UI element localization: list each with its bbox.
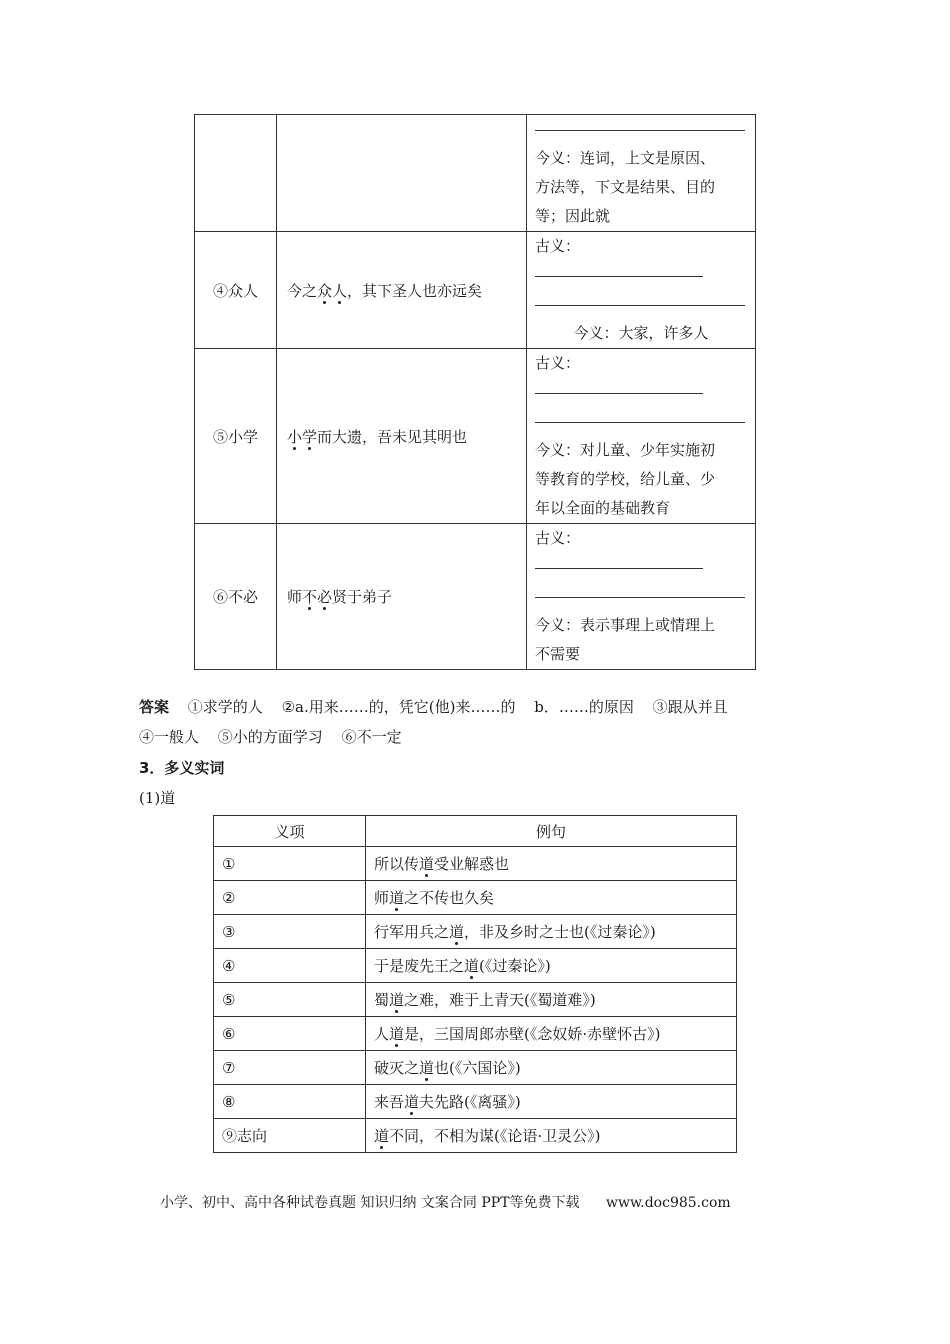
example-sentence-cell <box>366 847 737 881</box>
sentence-text: 今之 <box>287 281 318 300</box>
answer-blank <box>535 115 747 144</box>
answer-item: ②a.用来……的，凭它(他)来……的 <box>281 698 516 716</box>
meaning-text: 等；因此就 <box>535 207 611 225</box>
sentence-cell <box>277 524 527 670</box>
emphasized-char: 众 <box>317 281 333 300</box>
meaning-item-cell: ⑥ <box>214 1017 366 1051</box>
meaning-item-cell: ④ <box>214 949 366 983</box>
table-row <box>214 915 737 949</box>
blank-underline <box>535 304 745 306</box>
meaning-text: 年以全面的基础教育 <box>535 499 671 517</box>
answer-item: ⑤小的方面学习 <box>217 728 323 746</box>
meaning-item-cell: ③ <box>214 915 366 949</box>
example-sentence-cell <box>366 1119 737 1153</box>
example-sentence-cell <box>366 881 737 915</box>
sentence-text: 行军用兵之 <box>374 923 450 941</box>
emphasized-char: 道 <box>419 855 435 873</box>
sentence-text: 破灭之 <box>374 1059 420 1077</box>
example-sentence-cell <box>366 1051 737 1085</box>
table-row <box>195 349 756 524</box>
sentence-text: 贤于弟子 <box>332 588 393 606</box>
meaning-text: 古义： <box>535 529 581 547</box>
sentence-text: 是，三国周郎赤壁(《念奴娇·赤壁怀古》) <box>404 1025 661 1043</box>
table-row <box>195 232 756 349</box>
example-sentence-cell <box>366 1085 737 1119</box>
meaning-item-cell: ② <box>214 881 366 915</box>
meaning-text: 方法等，下文是结果、目的 <box>535 178 716 196</box>
word-cell: ⑤小学 <box>195 349 277 524</box>
ancient-modern-meaning-table <box>194 114 756 670</box>
sentence-text: 而大遗，吾未见其明也 <box>317 427 468 446</box>
word-cell: ⑥不必 <box>195 524 277 670</box>
meaning-text: 不需要 <box>535 645 581 663</box>
example-sentence-cell <box>366 949 737 983</box>
answer-item: b．……的原因 <box>534 698 634 716</box>
meaning-text: 今义：大家，许多人 <box>573 324 709 342</box>
table-row <box>214 1085 737 1119</box>
sentence-text: 于是废先王之 <box>374 957 465 975</box>
blank-underline <box>535 421 745 423</box>
sentence-text: 夫先路(《离骚》) <box>419 1093 521 1111</box>
table-row <box>214 1017 737 1051</box>
answer-blank <box>535 261 747 290</box>
emphasized-char: 道 <box>464 957 480 975</box>
emphasized-char: 道 <box>404 1093 420 1111</box>
sentence-text: (《过秦论》) <box>479 957 551 975</box>
table-row <box>214 1051 737 1085</box>
answer-blank <box>535 407 747 436</box>
emphasized-char: 人 <box>332 281 348 300</box>
meaning-cell <box>527 524 756 670</box>
ancient-modern-meaning-table-body <box>195 115 756 670</box>
emphasized-char: 不 <box>302 588 318 606</box>
emphasized-char: 道 <box>389 991 405 1009</box>
answer-blank <box>535 378 747 407</box>
emphasized-char: 道 <box>449 923 465 941</box>
blank-underline <box>535 392 703 394</box>
word-cell <box>195 115 277 232</box>
answer-blank <box>535 582 747 611</box>
sentence-text: ，非及乡时之士也(《过秦论》) <box>464 923 656 941</box>
blank-underline <box>535 596 745 598</box>
sentence-text: 之不传也久矣 <box>404 889 495 907</box>
polysemy-table-header-row <box>214 816 737 847</box>
answer-item: ③跟从并且 <box>652 698 728 716</box>
sentence-text: 来吾 <box>374 1093 405 1111</box>
sentence-cell <box>277 349 527 524</box>
sentence-text: 之难，难于上青天(《蜀道难》) <box>404 991 596 1009</box>
meaning-item-cell: ⑧ <box>214 1085 366 1119</box>
meaning-item-cell: ⑦ <box>214 1051 366 1085</box>
meaning-cell <box>527 115 756 232</box>
meaning-text: 今义：对儿童、少年实施初 <box>535 441 716 459</box>
blank-underline <box>535 129 745 131</box>
example-sentence-cell <box>366 915 737 949</box>
table-row <box>214 1119 737 1153</box>
header-example: 例句 <box>366 816 737 847</box>
meaning-text: 今义：连词，上文是原因、 <box>535 149 716 167</box>
meaning-cell <box>527 232 756 349</box>
footer-text: 小学、初中、高中各种试卷真题 知识归纳 文案合同 PPT等免费下载 <box>160 1195 580 1211</box>
table-row <box>195 524 756 670</box>
sentence-text: 蜀 <box>374 991 390 1009</box>
emphasized-char: 道 <box>374 1127 390 1145</box>
sentence-text: 师 <box>287 588 303 606</box>
sentence-cell <box>277 115 527 232</box>
answer-item: ④一般人 <box>139 728 200 746</box>
sentence-text: 师 <box>374 889 390 907</box>
meaning-item-cell: ① <box>214 847 366 881</box>
sentence-text: 不同，不相为谋(《论语·卫灵公》) <box>389 1127 601 1145</box>
emphasized-char: 道 <box>389 1025 405 1043</box>
meaning-cell <box>527 349 756 524</box>
answer-blank <box>535 290 747 319</box>
section-heading: 3．多义实词 <box>139 759 225 777</box>
example-sentence-cell <box>366 1017 737 1051</box>
answer-blank <box>535 553 747 582</box>
blank-underline <box>535 275 703 277</box>
sentence-text: 人 <box>374 1025 390 1043</box>
answer-item: ⑥不一定 <box>341 728 402 746</box>
emphasized-char: 必 <box>317 588 333 606</box>
blank-underline <box>535 567 703 569</box>
meaning-text: 古义： <box>535 354 581 372</box>
sentence-text: 所以传 <box>374 855 420 873</box>
emphasized-char: 道 <box>419 1059 435 1077</box>
meaning-item-cell: ⑨志向 <box>214 1119 366 1153</box>
table-row <box>214 949 737 983</box>
meaning-item-cell: ⑤ <box>214 983 366 1017</box>
answer-item: ①求学的人 <box>187 698 263 716</box>
sentence-cell <box>277 232 527 349</box>
footer-site: www.doc985.com <box>605 1195 731 1211</box>
table-row <box>195 115 756 232</box>
emphasized-char: 小 <box>287 427 303 446</box>
meaning-text: 今义：表示事理上或情理上 <box>535 616 716 634</box>
polysemy-table <box>213 815 737 1153</box>
sentence-text: 也(《六国论》) <box>434 1059 521 1077</box>
emphasized-char: 道 <box>389 889 405 907</box>
header-meaning: 义项 <box>214 816 366 847</box>
answer-line-1 <box>139 696 742 717</box>
subheading: (1)道 <box>139 789 176 807</box>
table-row <box>214 847 737 881</box>
sentence-text: 受业解惑也 <box>434 855 510 873</box>
word-cell: ④众人 <box>195 232 277 349</box>
meaning-text: 等教育的学校，给儿童、少 <box>535 470 716 488</box>
answer-label: 答案 <box>139 698 170 716</box>
emphasized-char: 学 <box>302 427 318 446</box>
footer <box>160 1192 731 1212</box>
example-sentence-cell <box>366 983 737 1017</box>
table-row <box>214 881 737 915</box>
polysemy-table-body <box>214 847 737 1153</box>
meaning-text: 古义： <box>535 237 581 255</box>
sentence-text: ，其下圣人也亦远矣 <box>347 281 483 300</box>
table-row <box>214 983 737 1017</box>
answer-line-2 <box>139 726 416 747</box>
